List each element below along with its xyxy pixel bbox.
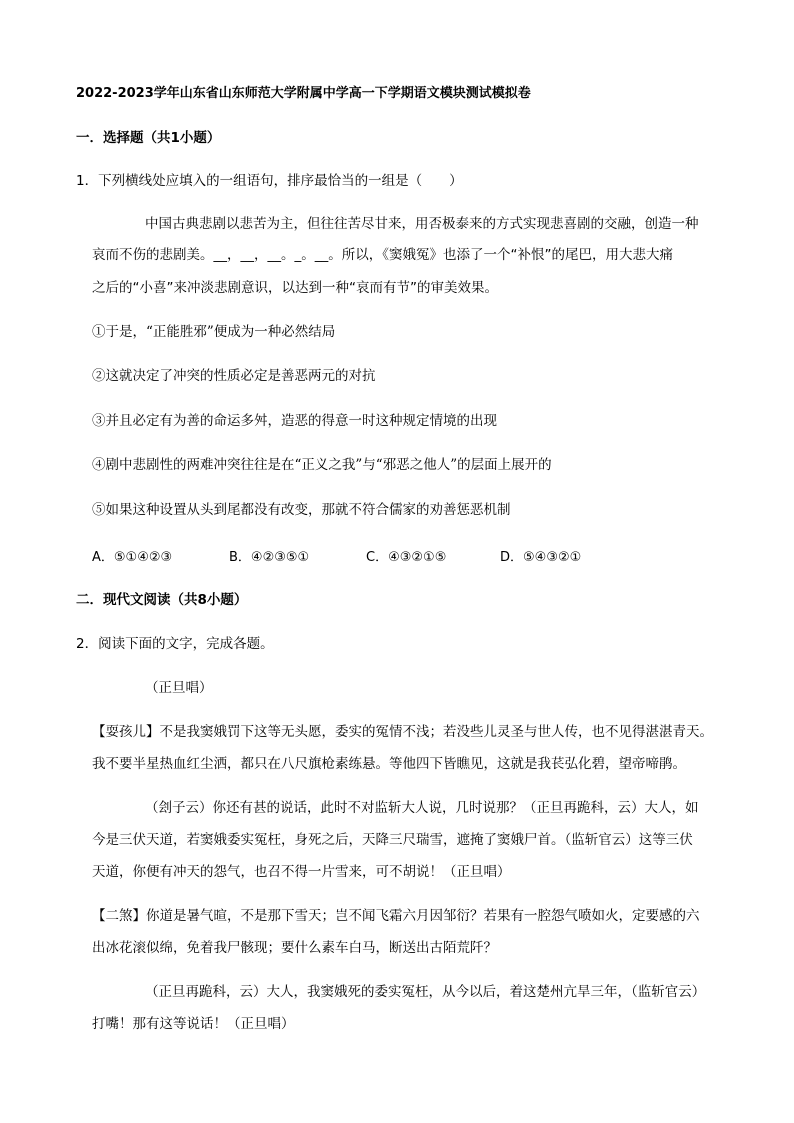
option-b: B．④②③⑤① bbox=[229, 550, 310, 565]
dialogue-line: （刽子云）你还有甚的说话，此时不对监斩大人说，几时说那？（正旦再跪科，云）大人，如 bbox=[145, 800, 699, 816]
dialogue-line: （正旦再跪科，云）大人，我窦娥死的委实冤枉，从今以后，着这楚州亢旱三年，（监斩官云） bbox=[145, 984, 706, 1000]
stage-direction: （正旦唱） bbox=[145, 680, 213, 696]
passage-line: 哀而不伤的悲剧美。__，__，__。_。__。所以，《窦娥冤》也添了一个“补恨”的尾巴，用大悲大痛 bbox=[92, 247, 673, 263]
passage-line: 之后的“小喜”来冲淡悲剧意识，以达到一种“哀而有节”的审美效果。 bbox=[92, 280, 498, 296]
lyric-line: 我不要半星热血红尘洒，都只在八尺旗枪素练悬。等他四下皆瞧见，这就是我苌弘化碧，望帝啼鹃。 bbox=[92, 756, 686, 772]
lyric-line: 【二煞】你道是暑气暄，不是那下雪天；岂不闻飞霜六月因邹衍？若果有一腔怨气喷如火，定要感的六 bbox=[92, 908, 700, 924]
option-a: A．⑤①④②③ bbox=[92, 550, 173, 565]
option-c: C．④③②①⑤ bbox=[366, 550, 447, 565]
lyric-line: 出冰花滚似绵，免着我尸骸现；要什么素车白马，断送出古陌荒阡？ bbox=[92, 940, 497, 956]
sentence-item-3: ③并且必定有为善的命运多舛，造恶的得意一时这种规定情境的出现 bbox=[92, 413, 497, 429]
section-heading-reading: 二．现代文阅读（共8小题） bbox=[76, 592, 248, 608]
dialogue-line: 今是三伏天道，若窦娥委实冤枉，身死之后，天降三尺瑞雪，遮掩了窦娥尸首。（监斩官云）这等三伏 bbox=[92, 832, 693, 848]
dialogue-line: 打嘴！那有这等说话！（正旦唱） bbox=[92, 1016, 295, 1032]
sentence-item-5: ⑤如果这种设置从头到尾都没有改变，那就不符合儒家的劝善惩恶机制 bbox=[92, 502, 511, 518]
sentence-item-4: ④剧中悲剧性的两难冲突往往是在“正义之我”与“邪恶之他人”的层面上展开的 bbox=[92, 457, 552, 473]
question-1-stem: 1．下列横线处应填入的一组语句，排序最恰当的一组是（ ） bbox=[76, 173, 463, 189]
question-2-stem: 2．阅读下面的文字，完成各题。 bbox=[76, 636, 274, 652]
lyric-line: 【耍孩儿】不是我窦娥罚下这等无头愿，委实的冤情不浅；若没些儿灵圣与世人传，也不见得湛湛青天。 bbox=[92, 724, 713, 740]
section-heading-choice: 一．选择题（共1小题） bbox=[76, 130, 221, 146]
document-title: 2022-2023学年山东省山东师范大学附属中学高一下学期语文模块测试模拟卷 bbox=[76, 86, 531, 101]
passage-line: 中国古典悲剧以悲苦为主，但往往苦尽甘来，用否极泰来的方式实现悲喜剧的交融，创造一种 bbox=[145, 216, 699, 232]
dialogue-line: 天道，你便有冲天的怨气，也召不得一片雪来，可不胡说！（正旦唱） bbox=[92, 864, 511, 880]
sentence-item-2: ②这就决定了冲突的性质必定是善恶两元的对抗 bbox=[92, 368, 376, 384]
option-d: D．⑤④③②① bbox=[500, 550, 582, 565]
sentence-item-1: ①于是，“正能胜邪”便成为一种必然结局 bbox=[92, 324, 336, 340]
